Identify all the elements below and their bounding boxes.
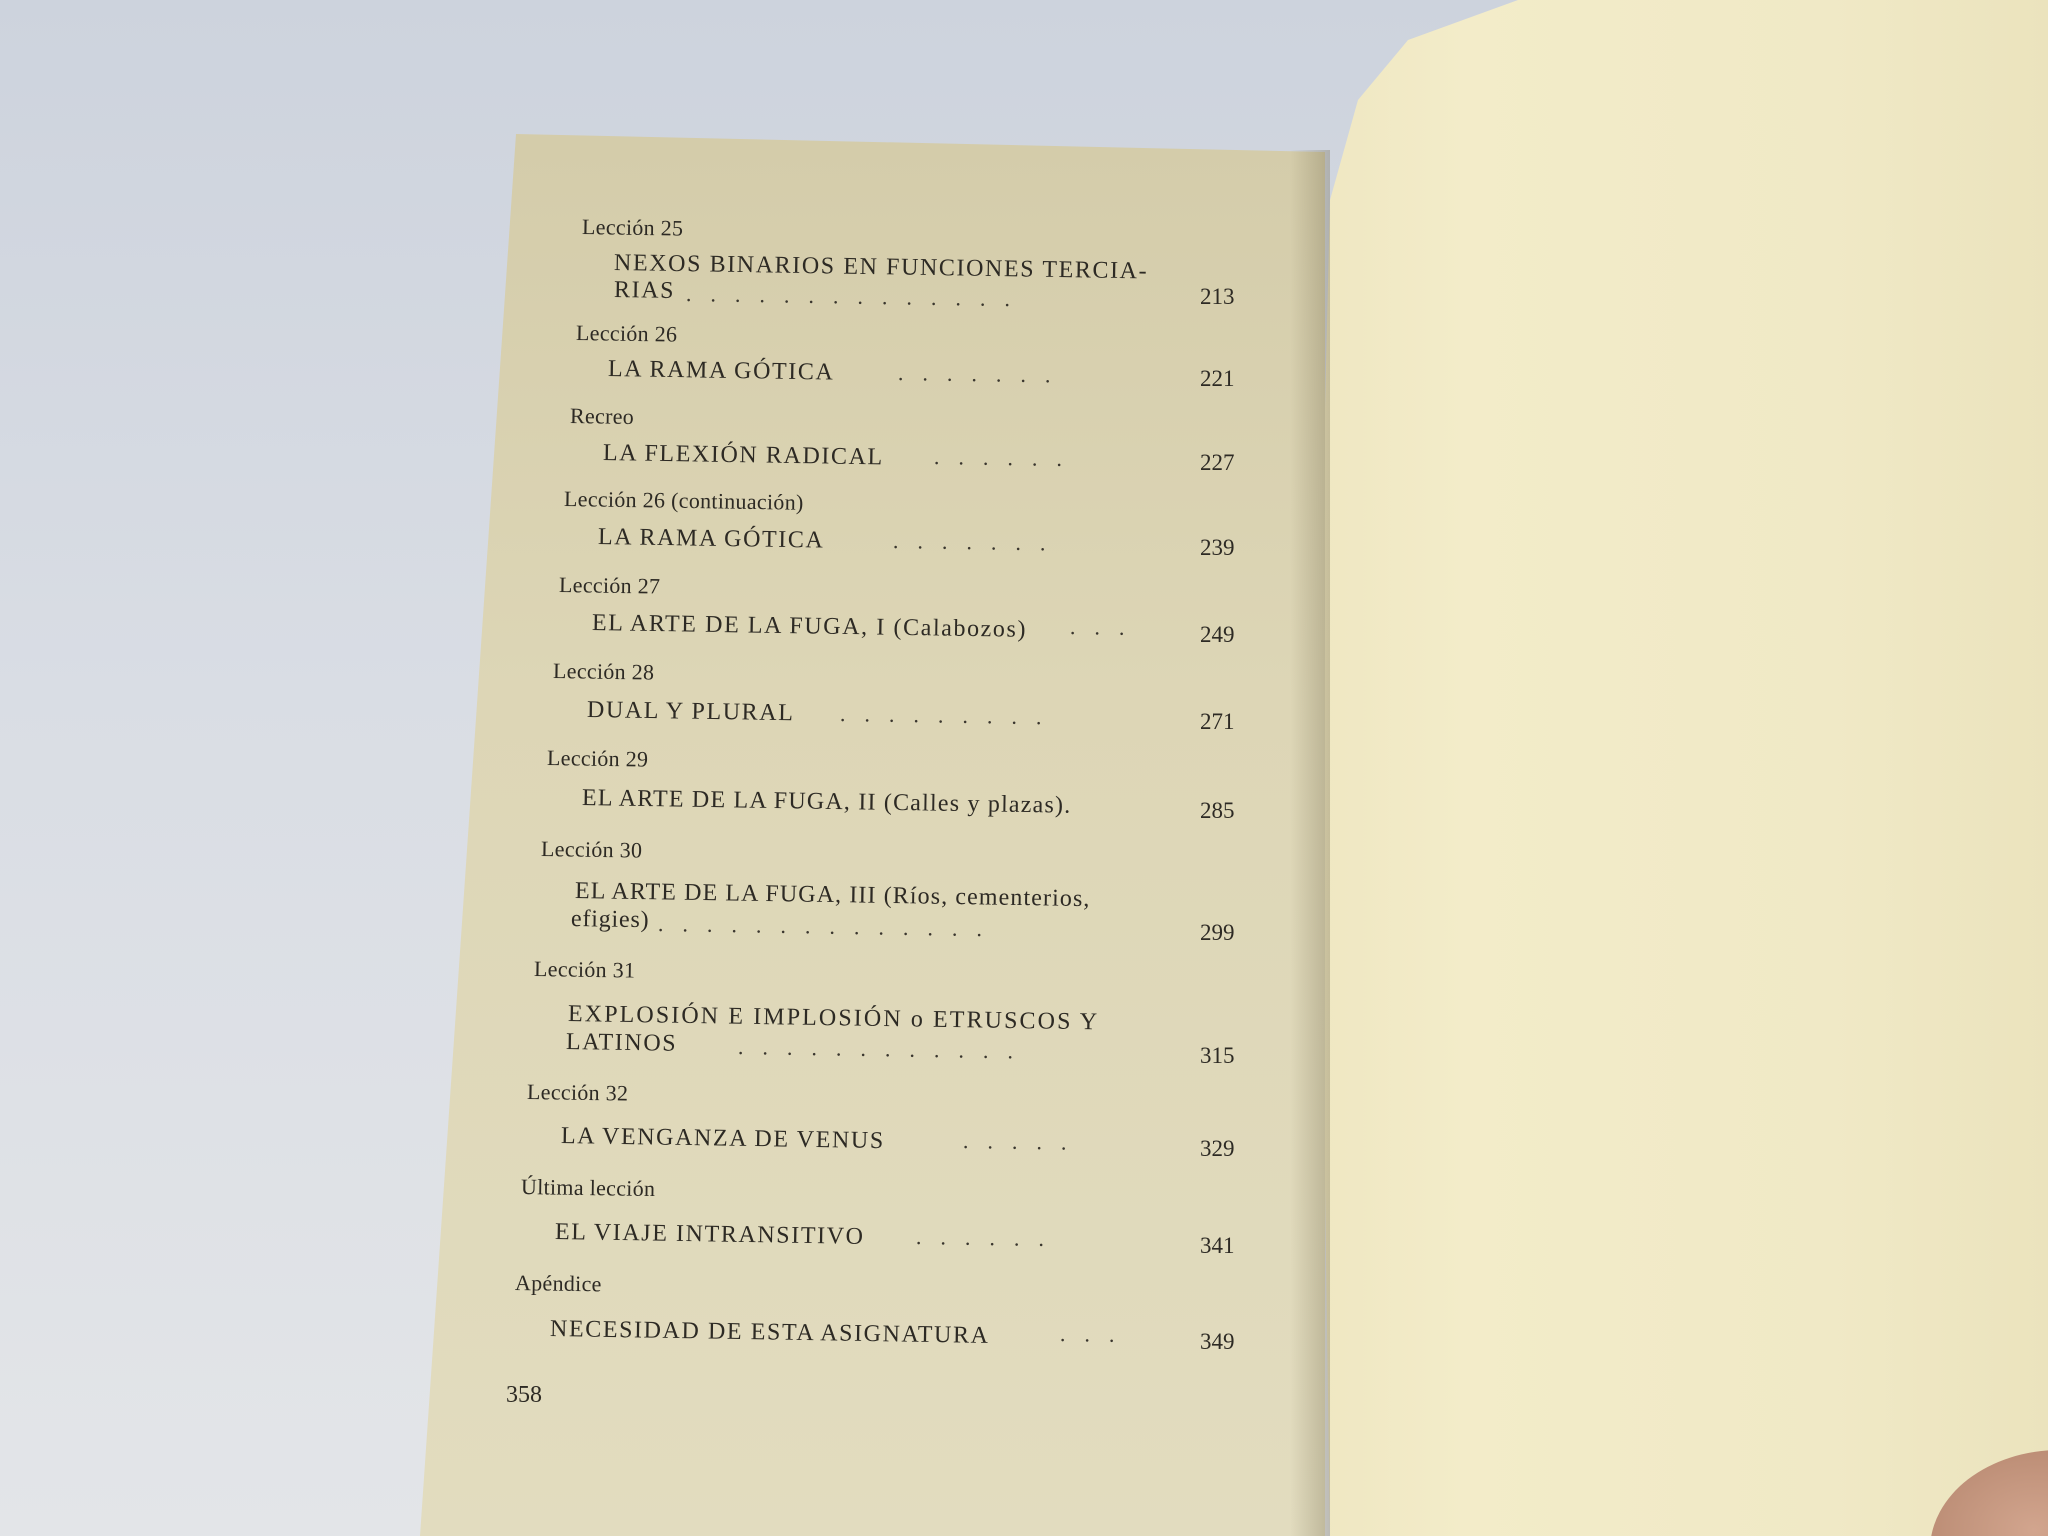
entry-page-number: 221 [1200,366,1235,391]
entry-title: DUAL Y PLURAL [586,697,795,727]
entry-page-number: 285 [1200,798,1235,823]
entry-title: LA RAMA GÓTICA [597,524,825,554]
entry-title: EXPLOSIÓN E IMPLOSIÓN o ETRUSCOS Y [567,1001,1100,1036]
entry-page-number: 239 [1200,535,1235,560]
leader-dots: ......... [839,701,1061,730]
entry-page-number: 299 [1200,920,1235,945]
leader-dots: .............. [657,911,1002,942]
lesson-label: Lección 30 [540,836,643,863]
entry-page-number: 341 [1200,1233,1235,1258]
entry-page-number: 271 [1200,709,1235,734]
lesson-label: Lección 32 [526,1079,629,1106]
entry-page-number: 213 [1200,284,1235,309]
entry-title: NEXOS BINARIOS EN FUNCIONES TERCIA- [613,250,1149,285]
page-number: 358 [506,1382,542,1408]
leader-dots: ....... [897,360,1070,388]
leader-dots: ............ [737,1034,1033,1064]
entry-page-number: 249 [1200,622,1235,647]
leader-dots: ..... [962,1128,1086,1155]
leader-dots: .............. [685,281,1030,312]
lesson-label: Apéndice [514,1270,602,1297]
entry-title: NECESIDAD DE ESTA ASIGNATURA [549,1316,990,1349]
lesson-label: Lección 28 [552,658,655,685]
entry-title: EL ARTE DE LA FUGA, I (Calabozos) [591,610,1028,643]
entry-title: LA VENGANZA DE VENUS [560,1123,885,1155]
lesson-label: Lección 26 (continuación) [563,486,804,515]
entry-title: EL ARTE DE LA FUGA, II (Calles y plazas). [581,785,1072,819]
entry-page-number: 329 [1200,1136,1235,1161]
leader-dots: ...... [933,444,1082,472]
lesson-label: Lección 29 [546,745,649,772]
lesson-label: Recreo [569,403,635,430]
leader-dots: ... [1059,1321,1134,1348]
entry-title-continued: LATINOS [565,1029,678,1057]
entry-page-number: 227 [1200,450,1235,475]
lesson-label: Lección 25 [581,214,684,241]
right-blank-page [1318,0,2048,1536]
entry-page-number: 315 [1200,1043,1235,1068]
entry-title: EL ARTE DE LA FUGA, III (Ríos, cementerios, [574,878,1091,913]
entry-title: LA FLEXIÓN RADICAL [602,440,884,471]
entry-title-continued: efigies) [570,906,650,934]
entry-title: LA RAMA GÓTICA [607,356,835,386]
leader-dots: ...... [915,1224,1064,1252]
entry-title-continued: RIAS [613,277,676,304]
lesson-label: Lección 26 [575,320,678,347]
entry-title: EL VIAJE INTRANSITIVO [554,1219,865,1250]
lesson-label: Lección 27 [558,572,661,599]
lesson-label: Lección 31 [533,956,636,983]
leader-dots: ... [1069,614,1144,641]
entry-page-number: 349 [1200,1329,1235,1354]
lesson-label: Última lección [520,1174,656,1202]
gutter-shadow [1290,150,1330,1536]
leader-dots: ....... [892,528,1065,556]
